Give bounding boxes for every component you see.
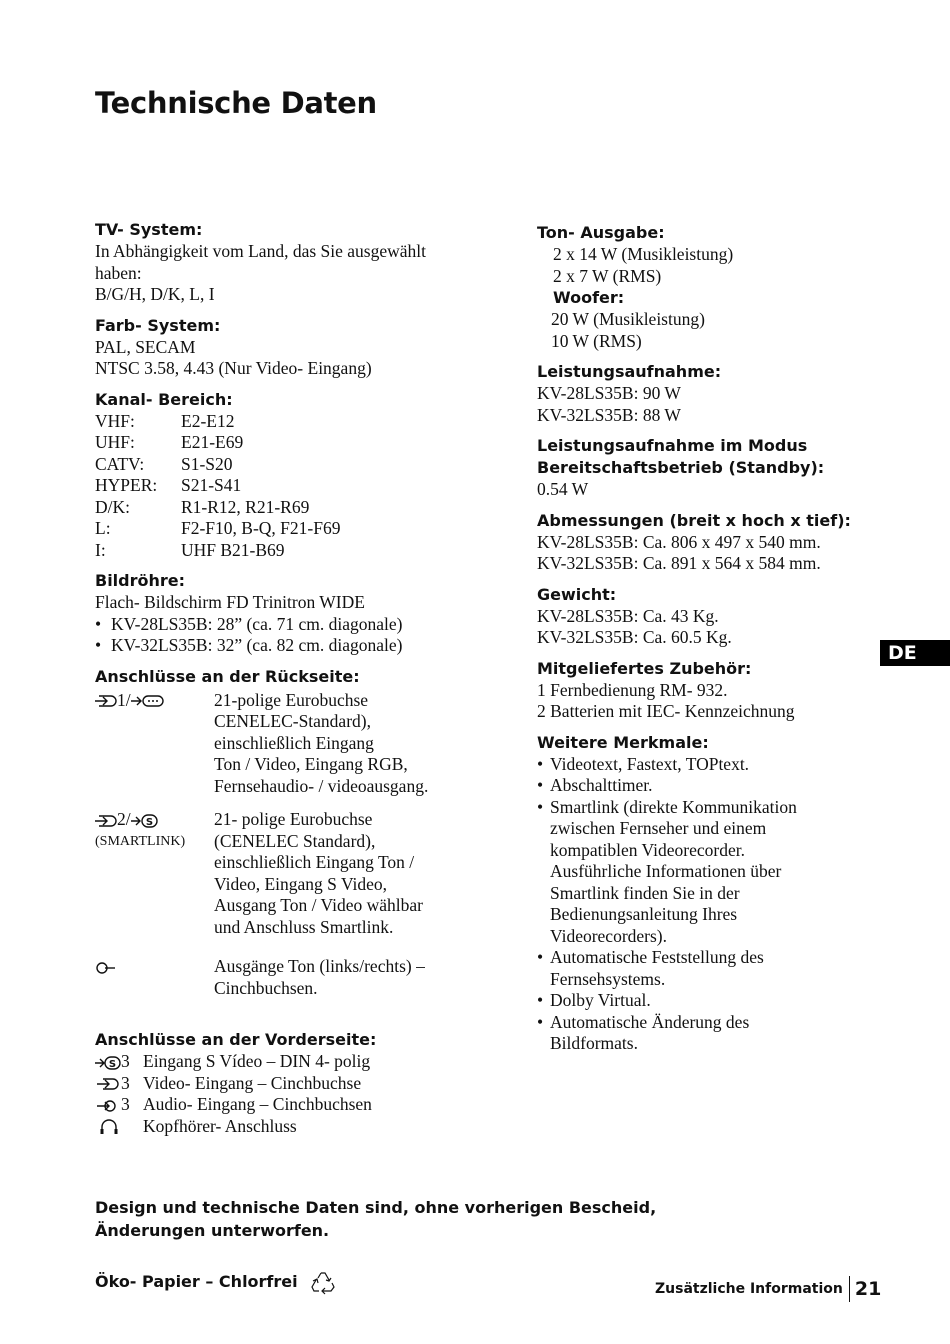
band-label: CATV:: [95, 453, 145, 474]
list-item: [95, 1051, 515, 1073]
connector-number: 2/: [117, 809, 131, 829]
band-label: VHF:: [95, 410, 135, 431]
features-section: [537, 732, 867, 1055]
text-line: 21- polige Eurobuchse: [214, 809, 373, 829]
text-line: In Abhängigkeit vom Land, das Sie ausgewählt: [95, 241, 426, 261]
standby-heading: Bereitschaftsbetrieb (Standby):: [537, 458, 825, 477]
list-item-text: kompatiblen Videorecorder.: [550, 839, 745, 860]
band-value: E21-E69: [181, 432, 244, 452]
list-item-text: Abschalttimer.: [550, 775, 653, 795]
accessories-section: [537, 658, 867, 723]
list-item-text: Bedienungsanleitung Ihres: [550, 904, 738, 924]
tube-heading: Bildröhre:: [95, 571, 186, 590]
band-label: I:: [95, 539, 106, 560]
bullet-icon: •: [537, 775, 544, 795]
power-section: [537, 361, 867, 426]
bullet-icon: •: [95, 613, 102, 634]
text-line: 2 x 7 W (RMS): [553, 265, 662, 286]
list-item-text: Smartlink finden Sie in der: [550, 882, 740, 903]
connector-row: [95, 809, 515, 938]
bullet-icon: •: [537, 990, 544, 1010]
input-arrow-icon: [95, 693, 117, 709]
sound-heading: Ton- Ausgabe:: [537, 223, 665, 242]
accessories-heading: Mitgeliefertes Zubehör:: [537, 658, 752, 678]
text-line: einschließlich Eingang Ton /: [214, 852, 415, 872]
footer-divider: [849, 1276, 850, 1302]
band-value: E2-E12: [181, 410, 235, 431]
list-item: [95, 1094, 515, 1116]
right-column: [537, 222, 867, 1064]
list-item: [537, 990, 867, 1012]
text-line: PAL, SECAM: [95, 336, 196, 357]
list-item: [537, 797, 867, 948]
channel-range-heading: Kanal- Bereich:: [95, 389, 233, 409]
text-line: 21-polige Eurobuchse: [214, 689, 369, 710]
output-arrow-icon: [131, 693, 165, 709]
disclaimer-line: Design und technische Daten sind, ohne vorherigen Bescheid,: [95, 1198, 657, 1217]
list-item-text: Ausführliche Informationen über: [550, 861, 782, 881]
weight-section: [537, 584, 867, 649]
connector-number: 1/: [117, 689, 131, 710]
connector-description: [214, 809, 423, 938]
headphones-icon: [95, 1118, 121, 1136]
page-number: 21: [854, 1278, 882, 1300]
list-item-text: Videotext, Fastext, TOPtext.: [550, 753, 750, 774]
tv-system-heading: TV- System:: [95, 220, 203, 239]
eco-paper-note: [95, 1268, 336, 1296]
connector-number: 3: [121, 1072, 130, 1093]
woofer-heading: Woofer:: [553, 288, 625, 307]
channel-row: [95, 411, 515, 433]
front-connectors-section: [95, 1029, 515, 1137]
list-item-text: Fernsehsystems.: [550, 968, 666, 989]
standby-section: [537, 435, 867, 501]
text-line: Ausgänge Ton (links/rechts) –: [214, 956, 425, 976]
color-system-section: [95, 315, 515, 380]
band-value: F2-F10, B-Q, F21-F69: [181, 518, 341, 538]
list-item-text: KV-28LS35B: 28” (ca. 71 cm. diagonale): [111, 613, 403, 634]
disclaimer-note: [95, 1196, 715, 1242]
list-item-text: Automatische Feststellung des: [550, 947, 764, 967]
text-line: Cinchbuchsen.: [214, 977, 318, 998]
connector-number: 3: [121, 1051, 130, 1071]
color-system-heading: Farb- System:: [95, 315, 221, 335]
text-line: 2 Batterien mit IEC- Kennzeichnung: [537, 701, 795, 721]
list-item: [95, 635, 515, 657]
channel-row: [95, 454, 515, 476]
text-line: KV-28LS35B: Ca. 806 x 497 x 540 mm.: [537, 531, 821, 552]
list-item-text: Videorecorders).: [550, 925, 668, 946]
channel-row: [95, 540, 515, 562]
text-line: Ton / Video, Eingang RGB,: [214, 754, 408, 774]
text-line: (CENELEC Standard),: [214, 830, 376, 851]
dimensions-section: [537, 510, 867, 575]
connector-description: [214, 690, 428, 798]
front-connectors-heading: Anschlüsse an der Vorderseite:: [95, 1030, 377, 1049]
band-value: S21-S41: [181, 475, 242, 495]
list-item-text: KV-32LS35B: 32” (ca. 82 cm. diagonale): [111, 635, 403, 655]
eco-paper-label: Öko- Papier – Chlorfrei: [95, 1272, 298, 1291]
bullet-icon: •: [537, 947, 544, 967]
connector-description: [214, 956, 425, 999]
list-item: [537, 754, 867, 776]
list-item-text: Eingang S Vídeo – DIN 4- polig: [143, 1051, 371, 1071]
text-line: 10 W (RMS): [551, 330, 642, 351]
list-item-text: Dolby Virtual.: [550, 990, 651, 1010]
connector-label: [95, 690, 214, 798]
text-line: KV-32LS35B: 88 W: [537, 404, 681, 425]
bullet-icon: •: [537, 796, 544, 817]
tube-section: [95, 570, 515, 657]
list-item-text: Automatische Änderung des: [550, 1011, 750, 1032]
standby-heading: Leistungsaufnahme im Modus: [537, 436, 808, 455]
page-title: Technische Daten: [95, 86, 377, 120]
text-line: Flach- Bildschirm FD Trinitron WIDE: [95, 592, 365, 612]
band-label: L:: [95, 518, 111, 538]
list-item-text: Smartlink (direkte Kommunikation: [550, 796, 797, 817]
text-line: KV-28LS35B: Ca. 43 Kg.: [537, 605, 719, 626]
channel-range-section: [95, 389, 515, 562]
list-item-text: Audio- Eingang – Cinchbuchsen: [143, 1094, 372, 1114]
list-item: [95, 1116, 515, 1138]
page-footer: [655, 1276, 881, 1302]
language-tab: DE: [880, 640, 950, 666]
s-video-icon: [131, 813, 159, 829]
band-value: R1-R12, R21-R69: [181, 496, 310, 517]
connector-number: 3: [121, 1094, 130, 1114]
text-line: KV-28LS35B: 90 W: [537, 383, 681, 403]
text-line: 20 W (Musikleistung): [551, 309, 705, 329]
connector-row: [95, 690, 515, 798]
text-line: Fernsehaudio- / videoausgang.: [214, 775, 429, 796]
list-item: [537, 947, 867, 990]
connector-label: [95, 956, 214, 999]
text-line: Ausgang Ton / Video wählbar: [214, 895, 423, 915]
list-item: [537, 775, 867, 797]
connector-row: [95, 956, 515, 999]
text-line: 1 Fernbedienung RM- 932.: [537, 679, 728, 700]
text-line: einschließlich Eingang: [214, 732, 374, 753]
weight-heading: Gewicht:: [537, 584, 617, 604]
rear-connectors-heading: Anschlüsse an der Rückseite:: [95, 666, 360, 686]
list-item-text: Kopfhörer- Anschluss: [143, 1115, 297, 1136]
text-line: B/G/H, D/K, L, I: [95, 284, 215, 304]
band-value: S1-S20: [181, 453, 233, 474]
connector-sublabel: (SMARTLINK): [95, 833, 186, 849]
sound-section: [537, 222, 867, 352]
bullet-icon: •: [537, 1011, 544, 1032]
disclaimer-line: Änderungen unterworfen.: [95, 1221, 330, 1240]
text-line: CENELEC-Standard),: [214, 711, 371, 731]
text-line: 2 x 14 W (Musikleistung): [553, 244, 734, 264]
list-item-text: Video- Eingang – Cinchbuchse: [143, 1072, 362, 1093]
list-item-text: Bildformats.: [550, 1033, 638, 1053]
audio-input-icon: [95, 1098, 121, 1114]
list-item-text: zwischen Fernseher und einem: [550, 818, 767, 838]
text-line: KV-32LS35B: Ca. 891 x 564 x 584 mm.: [537, 553, 821, 573]
video-input-icon: [95, 1076, 121, 1092]
channel-row: [95, 475, 515, 497]
input-arrow-icon: [95, 813, 117, 829]
bullet-icon: •: [537, 753, 544, 774]
channel-row: [95, 497, 515, 519]
band-label: UHF:: [95, 432, 135, 452]
text-line: NTSC 3.58, 4.43 (Nur Video- Eingang): [95, 358, 372, 378]
text-line: und Anschluss Smartlink.: [214, 916, 394, 937]
list-item: [537, 1012, 867, 1055]
rear-connectors-section: [95, 666, 515, 1000]
tv-system-section: [95, 219, 515, 306]
left-column: [95, 219, 515, 1146]
s-video-icon: [95, 1055, 121, 1071]
svg-text:S: S: [145, 816, 153, 828]
text-line: 0.54 W: [537, 479, 589, 499]
features-heading: Weitere Merkmale:: [537, 732, 709, 752]
recycle-icon: [310, 1269, 336, 1295]
svg-text:S: S: [108, 1058, 117, 1070]
dimensions-heading: Abmessungen (breit x hoch x tief):: [537, 510, 851, 530]
connector-label: [95, 809, 214, 938]
text-line: haben:: [95, 262, 142, 283]
power-heading: Leistungsaufnahme:: [537, 362, 722, 381]
channel-row: [95, 432, 515, 454]
text-line: Video, Eingang S Video,: [214, 873, 388, 894]
list-item: [95, 614, 515, 636]
band-label: HYPER:: [95, 475, 158, 495]
band-value: UHF B21-B69: [181, 539, 285, 560]
text-line: KV-32LS35B: Ca. 60.5 Kg.: [537, 627, 732, 647]
list-item: [95, 1073, 515, 1095]
audio-output-icon: [95, 960, 117, 976]
footer-section-label: Zusätzliche Information: [655, 1281, 843, 1297]
band-label: D/K:: [95, 496, 130, 517]
bullet-icon: •: [95, 635, 102, 655]
channel-row: [95, 518, 515, 540]
